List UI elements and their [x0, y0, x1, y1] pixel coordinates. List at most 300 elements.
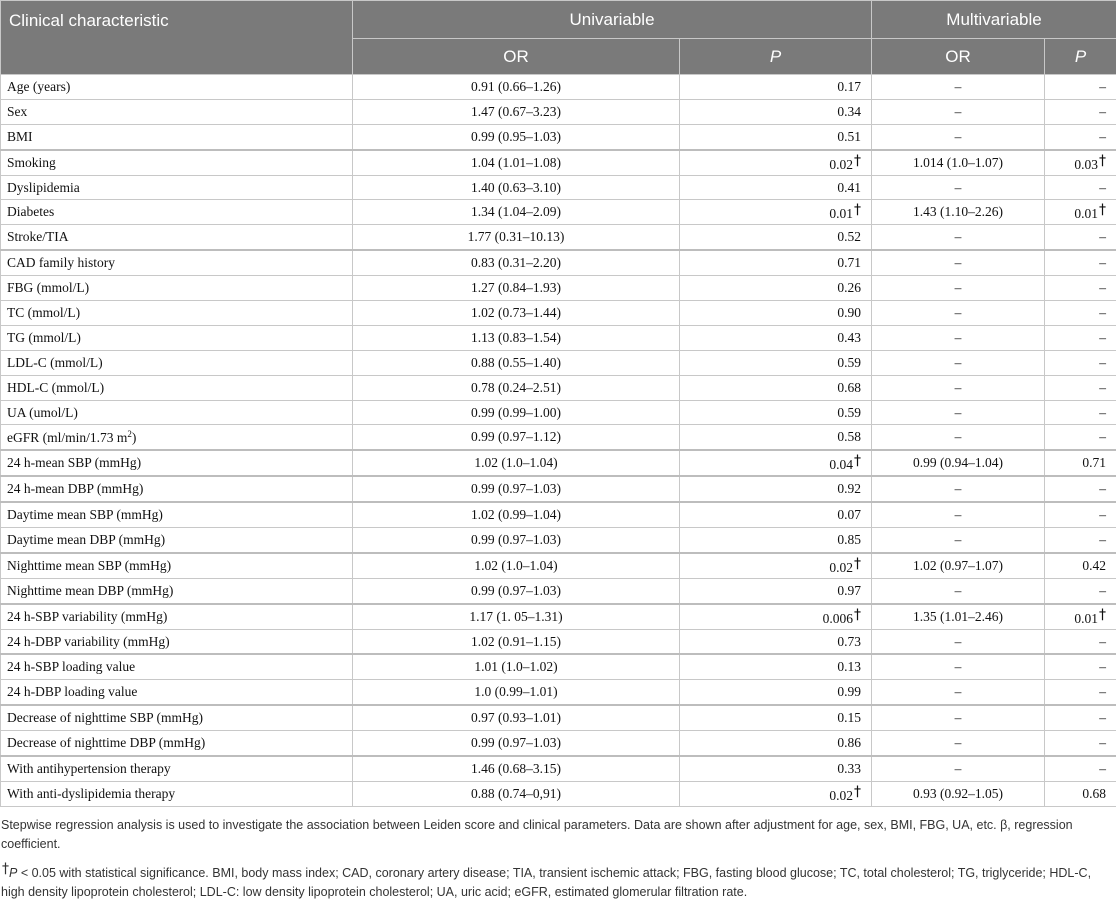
cell-uni-or — [353, 400, 680, 425]
cell-multi-p-text: – — [1099, 280, 1106, 295]
cell-uni-p-text: 0.26 — [837, 280, 861, 295]
cell-uni-p — [680, 225, 872, 250]
cell-characteristic-text: 24 h-DBP loading value — [7, 684, 137, 699]
cell-uni-or-text: 0.99 (0.97–1.03) — [471, 481, 561, 496]
name-tail: ) — [132, 430, 137, 445]
cell-multi-p — [1045, 325, 1116, 350]
cell-multi-p-text: – — [1099, 583, 1106, 598]
cell-uni-p — [680, 680, 872, 705]
table-row — [1, 175, 1116, 200]
cell-multi-p-text: – — [1099, 735, 1106, 750]
cell-multi-or-text: – — [955, 429, 962, 444]
table-row — [1, 99, 1116, 124]
cell-uni-p-text: 0.90 — [837, 305, 861, 320]
cell-multi-p — [1045, 425, 1116, 450]
cell-characteristic-text: Smoking — [7, 155, 56, 170]
cell-multi-p — [1045, 756, 1116, 781]
cell-characteristic-text: 24 h-SBP variability (mmHg) — [7, 609, 167, 624]
table-row — [1, 705, 1116, 730]
cell-uni-p-text: 0.71 — [837, 255, 861, 270]
cell-multi-or — [872, 175, 1045, 200]
significance-dagger: † — [1099, 153, 1106, 169]
cell-uni-p — [680, 450, 872, 476]
cell-characteristic — [1, 150, 353, 175]
cell-uni-or-text: 1.02 (0.73–1.44) — [471, 305, 561, 320]
cell-multi-p — [1045, 578, 1116, 603]
cell-multi-or-text: – — [955, 79, 962, 94]
cell-characteristic-text: Sex — [7, 104, 27, 119]
cell-multi-or-text: – — [955, 104, 962, 119]
cell-uni-p — [680, 301, 872, 326]
cell-characteristic — [1, 124, 353, 149]
cell-multi-p — [1045, 200, 1116, 225]
cell-characteristic-text: 24 h-DBP variability (mmHg) — [7, 634, 170, 649]
table-row — [1, 124, 1116, 149]
cell-characteristic — [1, 225, 353, 250]
cell-uni-or-text: 0.91 (0.66–1.26) — [471, 79, 561, 94]
cell-uni-p-text: 0.86 — [837, 735, 861, 750]
cell-characteristic-text: Nighttime mean SBP (mmHg) — [7, 558, 171, 573]
cell-multi-p — [1045, 75, 1116, 100]
cell-uni-p — [680, 604, 872, 629]
cell-uni-or — [353, 301, 680, 326]
cell-multi-or-text: – — [955, 735, 962, 750]
cell-multi-or — [872, 250, 1045, 275]
table-body — [1, 75, 1116, 807]
cell-multi-p-text: 0.03 — [1074, 157, 1098, 172]
cell-uni-p — [680, 175, 872, 200]
table-row — [1, 654, 1116, 679]
cell-uni-p — [680, 325, 872, 350]
footnote-p-italic: P — [9, 866, 17, 880]
cell-uni-or-text: 1.02 (1.0–1.04) — [474, 558, 557, 573]
cell-uni-or — [353, 276, 680, 301]
cell-uni-p — [680, 400, 872, 425]
cell-multi-p-text: – — [1099, 180, 1106, 195]
cell-uni-p-text: 0.58 — [837, 429, 861, 444]
cell-uni-p — [680, 200, 872, 225]
table-row — [1, 325, 1116, 350]
cell-characteristic — [1, 175, 353, 200]
cell-uni-or-text: 1.02 (0.91–1.15) — [471, 634, 561, 649]
cell-characteristic-text: Decrease of nighttime SBP (mmHg) — [7, 710, 203, 725]
cell-uni-p — [680, 756, 872, 781]
cell-multi-p-text: – — [1099, 634, 1106, 649]
cell-uni-p-text: 0.15 — [837, 710, 861, 725]
cell-uni-p — [680, 781, 872, 806]
cell-multi-or-text: 1.43 (1.10–2.26) — [913, 204, 1003, 219]
cell-multi-p — [1045, 375, 1116, 400]
cell-uni-or — [353, 654, 680, 679]
cell-multi-p-text: – — [1099, 229, 1106, 244]
cell-uni-p — [680, 654, 872, 679]
cell-multi-p — [1045, 528, 1116, 553]
cell-characteristic-text: CAD family history — [7, 255, 115, 270]
table-row — [1, 604, 1116, 629]
cell-characteristic — [1, 629, 353, 654]
cell-characteristic — [1, 301, 353, 326]
cell-multi-or-text: – — [955, 507, 962, 522]
cell-uni-p — [680, 476, 872, 502]
cell-uni-p-text: 0.02 — [829, 157, 853, 172]
cell-characteristic-text: FBG (mmol/L) — [7, 280, 89, 295]
cell-characteristic-text: BMI — [7, 129, 33, 144]
cell-uni-p-text: 0.02 — [829, 560, 853, 575]
cell-uni-p — [680, 124, 872, 149]
cell-characteristic — [1, 604, 353, 629]
cell-multi-p-text: – — [1099, 507, 1106, 522]
cell-characteristic-text: Dyslipidemia — [7, 180, 80, 195]
cell-uni-or — [353, 375, 680, 400]
cell-uni-p-text: 0.59 — [837, 355, 861, 370]
cell-uni-or — [353, 680, 680, 705]
cell-multi-p-text: 0.71 — [1082, 455, 1106, 470]
cell-multi-or — [872, 654, 1045, 679]
cell-uni-p — [680, 502, 872, 527]
cell-multi-or — [872, 553, 1045, 578]
cell-characteristic-text: Diabetes — [7, 204, 54, 219]
cell-multi-p — [1045, 604, 1116, 629]
cell-multi-or — [872, 75, 1045, 100]
cell-uni-p-text: 0.92 — [837, 481, 861, 496]
cell-uni-or — [353, 604, 680, 629]
table-row — [1, 578, 1116, 603]
cell-characteristic-text: With antihypertension therapy — [7, 761, 171, 776]
cell-multi-p — [1045, 250, 1116, 275]
cell-uni-or-text: 1.40 (0.63–3.10) — [471, 180, 561, 195]
header-uni-or: OR — [353, 39, 680, 75]
cell-multi-or-text: – — [955, 684, 962, 699]
cell-uni-p — [680, 99, 872, 124]
cell-multi-p — [1045, 553, 1116, 578]
cell-uni-or-text: 0.83 (0.31–2.20) — [471, 255, 561, 270]
cell-uni-or — [353, 150, 680, 175]
cell-characteristic-text: 24 h-mean DBP (mmHg) — [7, 481, 143, 496]
cell-multi-p-text: – — [1099, 684, 1106, 699]
cell-multi-or-text: – — [955, 229, 962, 244]
cell-multi-or-text: 1.35 (1.01–2.46) — [913, 609, 1003, 624]
cell-uni-or — [353, 705, 680, 730]
cell-uni-p-text: 0.33 — [837, 761, 861, 776]
cell-uni-p-text: 0.07 — [837, 507, 861, 522]
cell-multi-or — [872, 375, 1045, 400]
cell-multi-or-text: – — [955, 305, 962, 320]
cell-multi-or-text: – — [955, 355, 962, 370]
cell-multi-p-text: 0.68 — [1082, 786, 1106, 801]
cell-uni-or — [353, 781, 680, 806]
cell-multi-or — [872, 200, 1045, 225]
cell-multi-p-text: – — [1099, 481, 1106, 496]
table-row — [1, 350, 1116, 375]
cell-uni-p — [680, 425, 872, 450]
cell-uni-p-text: 0.17 — [837, 79, 861, 94]
cell-uni-or — [353, 502, 680, 527]
cell-uni-or-text: 1.17 (1. 05–1.31) — [469, 609, 562, 624]
cell-multi-p-text: – — [1099, 255, 1106, 270]
cell-characteristic — [1, 375, 353, 400]
cell-uni-or-text: 1.13 (0.83–1.54) — [471, 330, 561, 345]
table-row — [1, 553, 1116, 578]
cell-uni-or — [353, 425, 680, 450]
cell-multi-or — [872, 124, 1045, 149]
cell-uni-or-text: 0.99 (0.95–1.03) — [471, 129, 561, 144]
footnote-method: Stepwise regression analysis is used to investigate the association between Leiden score and clinical parameters. Data are shown after adjustment for age, sex, BMI, FBG, UA, etc. β, regression coefficient. — [1, 816, 1113, 854]
cell-multi-or — [872, 350, 1045, 375]
cell-multi-p-text: – — [1099, 405, 1106, 420]
table-row — [1, 680, 1116, 705]
table-row — [1, 400, 1116, 425]
cell-uni-p — [680, 629, 872, 654]
cell-uni-p-text: 0.51 — [837, 129, 861, 144]
cell-multi-p — [1045, 731, 1116, 756]
cell-multi-or — [872, 502, 1045, 527]
cell-uni-p — [680, 528, 872, 553]
header-characteristic: Clinical characteristic — [1, 1, 353, 75]
cell-uni-p — [680, 553, 872, 578]
table-row — [1, 250, 1116, 275]
cell-uni-p-text: 0.85 — [837, 532, 861, 547]
table-row — [1, 225, 1116, 250]
cell-uni-or-text: 1.0 (0.99–1.01) — [474, 684, 557, 699]
cell-uni-or-text: 0.88 (0.74–0,91) — [471, 786, 561, 801]
cell-characteristic-text: Daytime mean SBP (mmHg) — [7, 507, 163, 522]
cell-uni-or-text: 0.99 (0.97–1.03) — [471, 735, 561, 750]
footnote-abbrev-text: < 0.05 with statistical significance. BMI, body mass index; CAD, coronary artery disease; TIA, transient ischemic attack; FBG, fasting blood glucose; TC, total cholesterol; TG, triglyceride; HDL-C, high density lipoprotein cholesterol; LDL-C: low density lipoprotein cholesterol; UA, uric acid; eGFR, estimated glomerular filtration rate. — [1, 866, 1091, 899]
cell-uni-p-text: 0.99 — [837, 684, 861, 699]
cell-multi-or — [872, 756, 1045, 781]
cell-characteristic — [1, 680, 353, 705]
cell-uni-or — [353, 175, 680, 200]
cell-characteristic — [1, 276, 353, 301]
cell-uni-or — [353, 553, 680, 578]
cell-multi-p-text: – — [1099, 355, 1106, 370]
table-row — [1, 781, 1116, 806]
cell-multi-or-text: – — [955, 129, 962, 144]
table-row — [1, 731, 1116, 756]
cell-multi-p-text: – — [1099, 532, 1106, 547]
cell-multi-p-text: – — [1099, 429, 1106, 444]
cell-multi-or — [872, 731, 1045, 756]
cell-multi-or-text: – — [955, 255, 962, 270]
cell-multi-p-text: 0.01 — [1074, 611, 1098, 626]
cell-uni-p — [680, 705, 872, 730]
cell-multi-p — [1045, 350, 1116, 375]
cell-uni-p-text: 0.006 — [823, 611, 853, 626]
cell-multi-or-text: – — [955, 405, 962, 420]
cell-multi-or — [872, 400, 1045, 425]
cell-uni-or — [353, 350, 680, 375]
cell-multi-or-text: – — [955, 330, 962, 345]
cell-multi-p — [1045, 781, 1116, 806]
cell-characteristic — [1, 578, 353, 603]
table-footnotes — [0, 807, 1113, 902]
cell-multi-or — [872, 450, 1045, 476]
cell-uni-or — [353, 756, 680, 781]
superscript: 2 — [127, 429, 132, 439]
cell-multi-or — [872, 325, 1045, 350]
cell-characteristic — [1, 781, 353, 806]
cell-uni-or — [353, 731, 680, 756]
cell-uni-or-text: 0.99 (0.99–1.00) — [471, 405, 561, 420]
cell-uni-p-text: 0.68 — [837, 380, 861, 395]
cell-multi-or — [872, 99, 1045, 124]
header-multi-or: OR — [872, 39, 1045, 75]
cell-multi-or-text: – — [955, 761, 962, 776]
cell-characteristic — [1, 731, 353, 756]
cell-uni-or-text: 1.47 (0.67–3.23) — [471, 104, 561, 119]
cell-uni-or-text: 0.99 (0.97–1.03) — [471, 583, 561, 598]
cell-characteristic-text: eGFR (ml/min/1.73 m — [7, 430, 127, 445]
cell-uni-p-text: 0.52 — [837, 229, 861, 244]
cell-uni-or — [353, 629, 680, 654]
cell-characteristic — [1, 450, 353, 476]
cell-multi-or — [872, 680, 1045, 705]
cell-multi-or — [872, 276, 1045, 301]
cell-uni-or-text: 1.04 (1.01–1.08) — [471, 155, 561, 170]
cell-multi-p — [1045, 175, 1116, 200]
cell-uni-or — [353, 99, 680, 124]
cell-multi-or-text: 0.93 (0.92–1.05) — [913, 786, 1003, 801]
cell-uni-p-text: 0.97 — [837, 583, 861, 598]
cell-characteristic-text: 24 h-mean SBP (mmHg) — [7, 455, 141, 470]
cell-multi-p-text: – — [1099, 79, 1106, 94]
cell-uni-p — [680, 578, 872, 603]
cell-multi-p — [1045, 629, 1116, 654]
cell-multi-or — [872, 425, 1045, 450]
cell-multi-p — [1045, 124, 1116, 149]
significance-dagger: † — [1099, 607, 1106, 623]
cell-characteristic-text: Decrease of nighttime DBP (mmHg) — [7, 735, 205, 750]
cell-uni-or-text: 1.77 (0.31–10.13) — [468, 229, 565, 244]
cell-characteristic — [1, 350, 353, 375]
cell-multi-p-text: – — [1099, 129, 1106, 144]
cell-multi-p-text: – — [1099, 761, 1106, 776]
cell-multi-p — [1045, 400, 1116, 425]
header-multi-p: P — [1045, 39, 1116, 75]
cell-characteristic-text: LDL-C (mmol/L) — [7, 355, 103, 370]
cell-multi-or — [872, 781, 1045, 806]
header-uni-p: P — [680, 39, 872, 75]
cell-uni-p — [680, 276, 872, 301]
cell-multi-p — [1045, 705, 1116, 730]
cell-characteristic-text: Nighttime mean DBP (mmHg) — [7, 583, 173, 598]
cell-uni-p-text: 0.02 — [829, 788, 853, 803]
dagger-symbol: † — [2, 861, 9, 877]
cell-multi-or-text: – — [955, 481, 962, 496]
cell-uni-or — [353, 325, 680, 350]
cell-characteristic — [1, 400, 353, 425]
cell-characteristic-text: UA (umol/L) — [7, 405, 78, 420]
cell-multi-or — [872, 476, 1045, 502]
cell-multi-p — [1045, 276, 1116, 301]
cell-multi-or-text: – — [955, 710, 962, 725]
cell-multi-or-text: 0.99 (0.94–1.04) — [913, 455, 1003, 470]
cell-multi-p — [1045, 680, 1116, 705]
cell-multi-or — [872, 225, 1045, 250]
cell-uni-or-text: 1.02 (1.0–1.04) — [474, 455, 557, 470]
cell-uni-p-text: 0.13 — [837, 659, 861, 674]
table-header — [1, 1, 1116, 75]
cell-characteristic — [1, 553, 353, 578]
cell-characteristic-text: 24 h-SBP loading value — [7, 659, 135, 674]
cell-multi-or — [872, 705, 1045, 730]
cell-uni-p — [680, 150, 872, 175]
cell-uni-or-text: 0.99 (0.97–1.03) — [471, 532, 561, 547]
cell-characteristic — [1, 476, 353, 502]
table-row — [1, 75, 1116, 100]
cell-multi-or-text: – — [955, 532, 962, 547]
cell-multi-p — [1045, 450, 1116, 476]
cell-multi-p-text: – — [1099, 659, 1106, 674]
table-row — [1, 200, 1116, 225]
cell-multi-p-text: – — [1099, 104, 1106, 119]
cell-uni-p-text: 0.59 — [837, 405, 861, 420]
cell-multi-or-text: 1.014 (1.0–1.07) — [913, 155, 1003, 170]
cell-multi-or — [872, 578, 1045, 603]
cell-characteristic-text: TC (mmol/L) — [7, 305, 80, 320]
cell-multi-or-text: – — [955, 280, 962, 295]
cell-uni-p — [680, 731, 872, 756]
table-row — [1, 629, 1116, 654]
cell-uni-or — [353, 528, 680, 553]
table-row — [1, 150, 1116, 175]
cell-multi-p — [1045, 654, 1116, 679]
cell-multi-p — [1045, 150, 1116, 175]
cell-characteristic-text: HDL-C (mmol/L) — [7, 380, 104, 395]
cell-uni-p — [680, 350, 872, 375]
table-row — [1, 375, 1116, 400]
cell-characteristic — [1, 75, 353, 100]
cell-multi-or-text: – — [955, 180, 962, 195]
cell-characteristic — [1, 654, 353, 679]
cell-characteristic-text: Stroke/TIA — [7, 229, 69, 244]
cell-characteristic — [1, 200, 353, 225]
cell-uni-or — [353, 124, 680, 149]
cell-multi-p — [1045, 301, 1116, 326]
cell-characteristic — [1, 325, 353, 350]
cell-uni-p — [680, 250, 872, 275]
cell-uni-or — [353, 578, 680, 603]
table-row — [1, 502, 1116, 527]
cell-multi-p — [1045, 225, 1116, 250]
cell-characteristic — [1, 250, 353, 275]
footnote-abbreviations — [1, 860, 1113, 902]
cell-multi-p-text: – — [1099, 710, 1106, 725]
cell-multi-p — [1045, 502, 1116, 527]
cell-uni-or-text: 0.99 (0.97–1.12) — [471, 429, 561, 444]
cell-characteristic-text: TG (mmol/L) — [7, 330, 81, 345]
table-row — [1, 425, 1116, 450]
table-row — [1, 528, 1116, 553]
cell-uni-or-text: 1.46 (0.68–3.15) — [471, 761, 561, 776]
cell-uni-or — [353, 476, 680, 502]
cell-uni-p-text: 0.41 — [837, 180, 861, 195]
cell-multi-p-text: – — [1099, 380, 1106, 395]
cell-multi-p-text: 0.01 — [1074, 206, 1098, 221]
cell-characteristic — [1, 756, 353, 781]
cell-multi-or — [872, 301, 1045, 326]
cell-uni-p — [680, 75, 872, 100]
cell-uni-or-text: 1.02 (0.99–1.04) — [471, 507, 561, 522]
cell-uni-or-text: 1.34 (1.04–2.09) — [471, 204, 561, 219]
table-row — [1, 276, 1116, 301]
table-row — [1, 756, 1116, 781]
cell-characteristic-text: Age (years) — [7, 79, 70, 94]
significance-dagger: † — [854, 453, 861, 469]
cell-multi-or — [872, 528, 1045, 553]
cell-uni-p — [680, 375, 872, 400]
cell-uni-or-text: 1.27 (0.84–1.93) — [471, 280, 561, 295]
